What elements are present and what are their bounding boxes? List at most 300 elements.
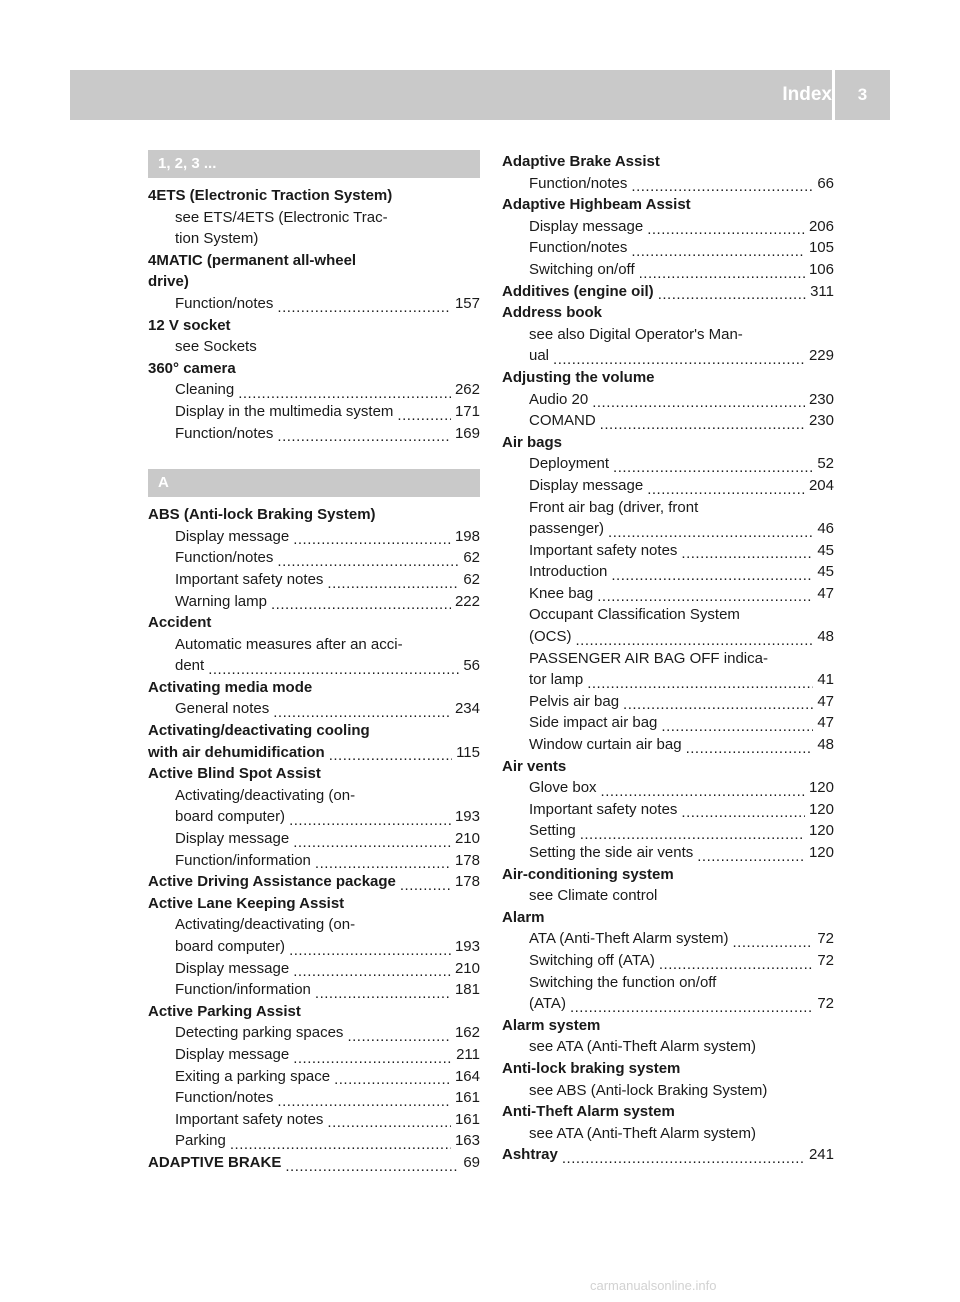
index-subentry — [148, 936, 480, 958]
subentry-text: Function/information — [175, 981, 311, 999]
index-subentry — [502, 475, 834, 497]
page-ref: 169 — [454, 424, 480, 442]
index-subentry — [148, 958, 480, 980]
index-term — [502, 864, 834, 886]
term-text: Air-conditioning system — [502, 865, 674, 883]
index-entry — [502, 432, 834, 756]
index-entry — [502, 756, 834, 864]
dot-leader — [293, 529, 451, 547]
dot-leader — [631, 176, 813, 194]
subentry-text: Deployment — [529, 455, 610, 473]
dot-leader — [208, 659, 459, 677]
index-entry — [502, 281, 834, 303]
index-subentry — [148, 547, 480, 569]
dot-leader — [686, 738, 814, 756]
dot-leader — [315, 983, 451, 1001]
page-ref: 163 — [454, 1132, 480, 1150]
index-subentry — [148, 785, 480, 807]
index-term — [148, 1152, 480, 1174]
index-entry — [148, 1152, 480, 1174]
index-entry — [502, 1058, 834, 1101]
term-text: 4ETS (Electronic Traction System) — [148, 187, 393, 204]
index-term — [148, 315, 480, 337]
subentry-text: Pelvis air bag — [529, 692, 620, 710]
subentry-text: Function/notes — [529, 239, 628, 257]
page-ref: 193 — [454, 938, 480, 955]
index-term — [502, 1058, 834, 1080]
subentry-text: Audio 20 — [529, 390, 589, 408]
index-subentry — [148, 1087, 480, 1109]
index-term — [148, 1001, 480, 1023]
index-subentry — [502, 734, 834, 756]
index-column-right — [502, 151, 834, 1166]
subentry-text: General notes — [175, 700, 270, 718]
index-column-left — [148, 150, 480, 1174]
subentry-text: Function/notes — [175, 424, 274, 442]
subentry-text: see Climate control — [529, 887, 658, 905]
index-subentry — [148, 379, 480, 401]
index-entry — [502, 907, 834, 1015]
index-subentry — [502, 1080, 834, 1102]
subentry-text: Important safety notes — [175, 1110, 324, 1128]
index-subentry — [502, 1036, 834, 1058]
term-text: Active Parking Assist — [148, 1002, 301, 1020]
subentry-text: tion System) — [175, 230, 259, 248]
index-term — [148, 871, 480, 893]
index-subentry — [148, 228, 480, 250]
dot-leader — [697, 846, 805, 864]
page-ref: 181 — [454, 981, 480, 999]
page-number: 3 — [857, 85, 868, 104]
dot-leader — [631, 241, 805, 259]
subentry-text: Display message — [175, 830, 290, 848]
index-subentry — [502, 583, 834, 605]
term-text: Activating/deactivating cooling — [148, 722, 370, 740]
dot-leader — [592, 392, 805, 410]
subentry-text: see ETS/4ETS (Electronic Trac- — [175, 208, 388, 226]
index-subentry — [148, 336, 480, 358]
dot-leader — [238, 383, 451, 401]
page-ref: 106 — [808, 260, 834, 278]
page-ref: 62 — [463, 549, 480, 567]
index-entry — [148, 185, 480, 250]
subentry-text: Side impact air bag — [529, 714, 658, 732]
subentry-text: ual — [529, 347, 550, 365]
term-text: ADAPTIVE BRAKE — [148, 1153, 282, 1171]
dot-leader — [327, 573, 459, 591]
index-term — [502, 1144, 834, 1166]
index-entry — [148, 315, 480, 358]
subentry-text: Switching the function on/off — [529, 973, 717, 991]
section-heading: A — [148, 469, 480, 497]
subentry-text: board computer) — [175, 938, 286, 955]
index-entry — [148, 1001, 480, 1152]
term-text: Active Blind Spot Assist — [148, 765, 321, 783]
index-subentry — [502, 993, 834, 1015]
subentry-text: Occupant Classification System — [529, 606, 740, 624]
dot-leader — [329, 745, 452, 763]
term-text: 360° camera — [148, 359, 236, 377]
index-term — [502, 151, 834, 173]
index-subentry — [502, 324, 834, 346]
page-ref: 241 — [808, 1146, 834, 1164]
dot-leader — [285, 1156, 459, 1174]
index-subentry — [148, 207, 480, 229]
subentry-text: Function/information — [175, 851, 311, 869]
page-ref: 52 — [817, 455, 834, 473]
index-subentry — [148, 591, 480, 613]
page-ref: 171 — [454, 402, 480, 420]
index-subentry — [502, 216, 834, 238]
index-term — [148, 677, 480, 699]
index-entry — [148, 893, 480, 1001]
page-ref: 72 — [817, 995, 834, 1013]
page-ref: 48 — [817, 628, 834, 646]
index-term — [148, 893, 480, 915]
dot-leader — [277, 297, 451, 315]
index-term — [148, 185, 480, 207]
index-subentry — [502, 453, 834, 475]
index-subentry — [148, 698, 480, 720]
index-entry — [148, 763, 480, 871]
index-subentry — [502, 561, 834, 583]
index-subentry — [502, 885, 834, 907]
index-entry — [148, 358, 480, 444]
subentry-text: tor lamp — [529, 671, 584, 689]
term-text: Active Lane Keeping Assist — [148, 894, 345, 912]
page-ref: 262 — [454, 381, 480, 399]
dot-leader — [608, 522, 813, 540]
dot-leader — [647, 479, 805, 497]
subentry-text: Display message — [175, 527, 290, 545]
dot-leader — [289, 810, 451, 828]
subentry-text: see ATA (Anti-Theft Alarm system) — [529, 1038, 757, 1056]
page-ref: 210 — [454, 959, 480, 977]
index-subentry — [148, 1044, 480, 1066]
term-text: Adjusting the volume — [502, 368, 655, 386]
index-entry — [148, 677, 480, 720]
page-ref: 62 — [463, 570, 480, 588]
page-ref: 41 — [817, 671, 834, 689]
page-ref: 45 — [817, 563, 834, 581]
subentry-text: board computer) — [175, 808, 286, 826]
index-subentry — [148, 806, 480, 828]
page-ref: 120 — [808, 800, 834, 818]
page-ref: 211 — [456, 1045, 480, 1063]
page-ref: 178 — [454, 873, 480, 891]
index-subentry — [502, 497, 834, 519]
dot-leader — [587, 673, 813, 691]
section-gap — [148, 444, 480, 469]
subentry-text: see Sockets — [175, 338, 257, 356]
subentry-text: Detecting parking spaces — [175, 1024, 344, 1042]
page-ref: 47 — [817, 584, 834, 602]
subentry-text: Important safety notes — [175, 570, 324, 588]
dot-leader — [639, 263, 805, 281]
dot-leader — [580, 824, 805, 842]
subentry-text: with air dehumidification — [148, 743, 325, 761]
index-entry — [502, 1015, 834, 1058]
index-term — [148, 720, 480, 742]
page-ref: 161 — [454, 1110, 480, 1128]
dot-leader — [277, 1091, 451, 1109]
index-term — [148, 250, 480, 272]
index-entry — [148, 250, 480, 315]
index-subentry — [502, 410, 834, 432]
index-subentry — [502, 669, 834, 691]
dot-leader — [230, 1134, 451, 1152]
page-ref: 69 — [463, 1153, 480, 1171]
page-ref: 46 — [817, 520, 834, 538]
dot-leader — [570, 997, 813, 1015]
index-subentry — [502, 345, 834, 367]
dot-leader — [601, 781, 805, 799]
page-ref: 210 — [454, 830, 480, 848]
index-subentry — [502, 691, 834, 713]
page-ref: 162 — [454, 1024, 480, 1042]
index-entry — [502, 864, 834, 907]
subentry-text: see ABS (Anti-lock Braking System) — [529, 1081, 768, 1099]
term-text: 4MATIC (permanent all-wheel — [148, 251, 357, 269]
dot-leader — [334, 1069, 451, 1087]
subentry-text: Display message — [175, 959, 290, 977]
index-entry — [502, 1144, 834, 1166]
page-ref: 120 — [808, 779, 834, 797]
index-subentry — [502, 604, 834, 626]
subentry-text: Function/notes — [175, 294, 274, 312]
subentry-text: Exiting a parking space — [175, 1067, 331, 1085]
dot-leader — [397, 405, 451, 423]
index-term — [148, 358, 480, 380]
page-ref: 230 — [808, 390, 834, 408]
index-entry — [148, 720, 480, 763]
subentry-text: see ATA (Anti-Theft Alarm system) — [529, 1124, 757, 1142]
page-ref: 105 — [808, 239, 834, 257]
term-text: Alarm — [502, 908, 545, 926]
index-subentry — [148, 526, 480, 548]
index-subentry — [148, 271, 480, 293]
index-subentry — [502, 389, 834, 411]
index-term — [502, 756, 834, 778]
page-ref: 120 — [808, 844, 834, 861]
subentry-text: PASSENGER AIR BAG OFF indica- — [529, 649, 768, 667]
page-ref: 157 — [454, 294, 480, 312]
subentry-text: Display message — [529, 217, 644, 235]
subentry-text: drive) — [148, 273, 189, 291]
index-entry — [148, 871, 480, 893]
index-subentry — [502, 950, 834, 972]
subentry-text: Warning lamp — [175, 592, 267, 610]
index-subentry — [502, 540, 834, 562]
dot-leader — [293, 1048, 452, 1066]
page-ref: 120 — [808, 822, 834, 840]
subentry-text: Setting — [529, 822, 576, 840]
index-subentry — [502, 777, 834, 799]
term-text: Active Driving Assistance package — [148, 873, 396, 891]
index-term — [502, 432, 834, 454]
index-term — [148, 763, 480, 785]
index-subentry — [502, 712, 834, 734]
index-subentry — [148, 655, 480, 677]
index-subentry — [148, 1022, 480, 1044]
page-ref: 229 — [808, 347, 834, 365]
dot-leader — [623, 694, 813, 712]
index-subentry — [148, 1130, 480, 1152]
index-term — [502, 194, 834, 216]
index-subentry — [148, 1066, 480, 1088]
index-subentry — [502, 928, 834, 950]
term-text: Accident — [148, 614, 212, 632]
subentry-text: Switching off (ATA) — [529, 951, 655, 969]
page-ref: 193 — [454, 808, 480, 826]
subentry-text: ATA (Anti-Theft Alarm system) — [529, 930, 729, 948]
term-text: Adaptive Highbeam Assist — [502, 196, 691, 214]
subentry-text: Activating/deactivating (on- — [175, 786, 356, 804]
page-ref: 311 — [810, 282, 834, 300]
term-text: Alarm system — [502, 1016, 601, 1034]
dot-leader — [277, 426, 451, 444]
subentry-text: Introduction — [529, 563, 608, 581]
subentry-text: Display message — [529, 476, 644, 494]
index-entry — [148, 612, 480, 677]
page-ref: 72 — [817, 930, 834, 948]
index-term — [148, 612, 480, 634]
dot-leader — [327, 1112, 451, 1130]
section-heading: 1, 2, 3 ... — [148, 150, 480, 178]
subentry-text: Setting the side air vents — [529, 844, 694, 861]
index-entry — [502, 302, 834, 367]
index-entry — [502, 194, 834, 280]
index-term — [502, 302, 834, 324]
index-term — [148, 504, 480, 526]
index-subentry — [502, 259, 834, 281]
dot-leader — [553, 349, 805, 367]
page-ref: 234 — [454, 700, 480, 718]
index-term — [502, 367, 834, 389]
subentry-text: Important safety notes — [529, 541, 678, 559]
index-entry — [148, 504, 480, 612]
term-text: Activating media mode — [148, 678, 313, 696]
term-text: Additives (engine oil) — [502, 282, 654, 300]
dot-leader — [315, 853, 451, 871]
term-text: Adaptive Brake Assist — [502, 153, 660, 170]
subentry-text: Front air bag (driver, front — [529, 498, 699, 516]
subentry-text: Function/notes — [175, 549, 274, 567]
page-ref: 66 — [817, 174, 834, 192]
dot-leader — [400, 875, 451, 893]
subentry-text: Function/notes — [175, 1089, 274, 1107]
index-subentry — [148, 423, 480, 445]
dot-leader — [597, 586, 813, 604]
subentry-text: passenger) — [529, 520, 605, 538]
subentry-text: see also Digital Operator's Man- — [529, 325, 743, 343]
page-ref: 47 — [817, 714, 834, 732]
page-ref: 161 — [454, 1089, 480, 1107]
dot-leader — [293, 832, 451, 850]
index-subentry — [148, 850, 480, 872]
dot-leader — [661, 716, 813, 734]
term-text: Address book — [502, 304, 603, 322]
term-text: ABS (Anti-lock Braking System) — [148, 506, 376, 524]
index-subentry — [502, 237, 834, 259]
index-subentry — [148, 401, 480, 423]
subentry-text: dent — [175, 657, 205, 675]
term-text: Air vents — [502, 757, 567, 775]
index-subentry — [148, 914, 480, 936]
subentry-text: Parking — [175, 1132, 226, 1150]
index-entry — [502, 367, 834, 432]
dot-leader — [659, 954, 813, 972]
index-subentry — [502, 1123, 834, 1145]
dot-leader — [562, 1148, 805, 1166]
page-ref: 222 — [454, 592, 480, 610]
page-ref: 45 — [817, 541, 834, 559]
index-subentry — [148, 979, 480, 1001]
dot-leader — [611, 565, 813, 583]
page-ref: 56 — [463, 657, 480, 675]
index-subentry — [502, 626, 834, 648]
dot-leader — [732, 932, 813, 950]
term-text: Ashtray — [502, 1146, 558, 1164]
dot-leader — [347, 1026, 451, 1044]
dot-leader — [273, 702, 451, 720]
subentry-text: (OCS) — [529, 628, 572, 646]
term-text: Anti-lock braking system — [502, 1059, 681, 1077]
subentry-text: Automatic measures after an acci- — [175, 635, 403, 653]
index-entry — [502, 151, 834, 194]
index-subentry — [502, 518, 834, 540]
dot-leader — [576, 630, 814, 648]
page-title: Index — [782, 84, 832, 105]
page-ref: 204 — [808, 476, 834, 494]
subentry-text: COMAND — [529, 412, 596, 430]
dot-leader — [647, 219, 805, 237]
index-subentry — [502, 820, 834, 842]
subentry-text: Important safety notes — [529, 800, 678, 818]
index-term — [502, 1101, 834, 1123]
dot-leader — [613, 457, 813, 475]
index-subentry — [148, 569, 480, 591]
index-term — [502, 907, 834, 929]
dot-leader — [271, 594, 451, 612]
dot-leader — [681, 802, 805, 820]
index-term — [502, 281, 834, 303]
subentry-text: Activating/deactivating (on- — [175, 916, 356, 934]
dot-leader — [277, 551, 459, 569]
subentry-text: Knee bag — [529, 584, 594, 602]
index-subentry — [502, 173, 834, 195]
page-ref: 230 — [808, 412, 834, 430]
index-term — [502, 1015, 834, 1037]
page-ref: 178 — [454, 851, 480, 869]
index-subentry — [502, 972, 834, 994]
page-ref: 47 — [817, 692, 834, 710]
subentry-text: (ATA) — [529, 995, 566, 1013]
index-subentry — [148, 634, 480, 656]
page-ref: 72 — [817, 951, 834, 969]
index-subentry — [502, 799, 834, 821]
dot-leader — [293, 961, 451, 979]
index-subentry — [502, 842, 834, 864]
page-ref: 206 — [808, 217, 834, 235]
term-text: Air bags — [502, 433, 563, 451]
subentry-text: Display message — [175, 1045, 290, 1063]
dot-leader — [289, 940, 451, 958]
dot-leader — [681, 543, 813, 561]
index-subentry — [148, 1109, 480, 1131]
subentry-text: Glove box — [529, 779, 597, 797]
subentry-text: Cleaning — [175, 381, 235, 399]
